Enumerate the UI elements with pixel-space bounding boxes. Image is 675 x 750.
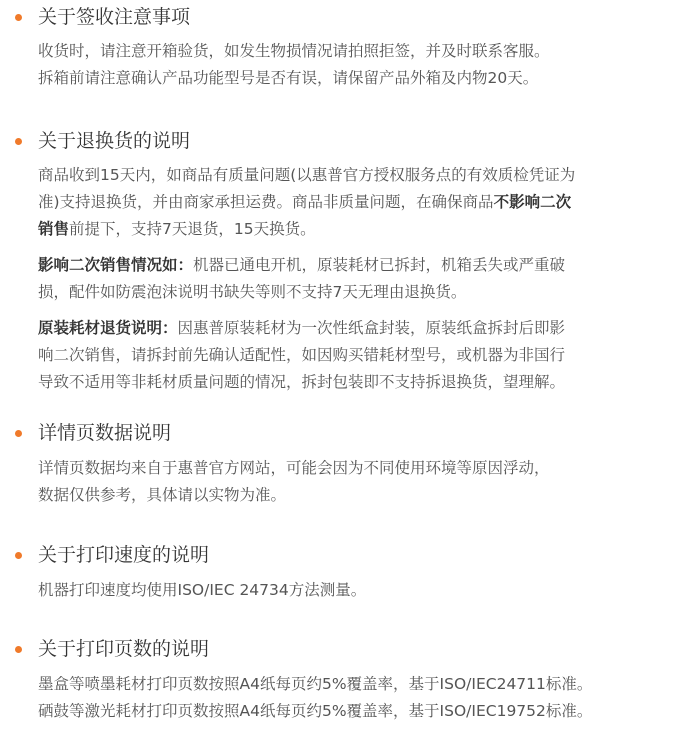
paragraph-text: 机器已通电开机，原装耗材已拆封，机箱丢失或严重破 <box>193 256 566 274</box>
section-heading <box>0 128 675 154</box>
bullet-dot-icon <box>15 552 22 559</box>
section-paragraph <box>0 38 675 92</box>
paragraph-line: 损，配件如防震泡沫说明书缺失等则不支持7天无理由退换货。 <box>38 283 467 301</box>
section-heading <box>0 542 675 568</box>
paragraph-line: 拆箱前请注意确认产品功能型号是否有误，请保留产品外箱及内物20天。 <box>38 69 539 87</box>
paragraph-label: 影响二次销售情况如： <box>38 256 194 274</box>
paragraph-text: 准)支持退换货，并由商家承担运费。商品非质量问题，在确保商品 <box>38 193 494 211</box>
consumables-return-paragraph <box>0 315 675 396</box>
bullet-dot-icon <box>15 430 22 437</box>
section-heading <box>0 4 675 30</box>
resale-impact-paragraph <box>0 252 675 306</box>
section-heading <box>0 636 675 662</box>
paragraph-line: 机器打印速度均使用ISO/IEC 24734方法测量。 <box>38 581 367 599</box>
paragraph-line: 墨盒等喷墨耗材打印页数按照A4纸每页约5%覆盖率，基于ISO/IEC24711标准。 <box>38 675 593 693</box>
paragraph-label: 原装耗材退货说明： <box>38 319 178 337</box>
paragraph-line <box>38 252 655 279</box>
section-title: 关于签收注意事项 <box>38 6 191 28</box>
section-title: 关于打印速度的说明 <box>38 544 210 566</box>
paragraph-line <box>38 189 655 216</box>
emphasis-text: 销售 <box>38 220 70 238</box>
section-paragraph <box>0 455 675 509</box>
section-return-exchange <box>0 128 675 396</box>
bullet-dot-icon <box>15 646 22 653</box>
paragraph-line: 商品收到15天内，如商品有质量问题(以惠普官方授权服务点的有效质检凭证为 <box>38 166 576 184</box>
paragraph-line: 详情页数据均来自于惠普官方网站，可能会因为不同使用环境等原因浮动， <box>38 459 550 477</box>
section-title: 关于退换货的说明 <box>38 130 191 152</box>
paragraph-line: 收货时，请注意开箱验货，如发生物损情况请拍照拒签，并及时联系客服。 <box>38 42 550 60</box>
paragraph-line: 数据仅供参考，具体请以实物为准。 <box>38 486 287 504</box>
paragraph-line: 响二次销售，请拆封前先确认适配性，如因购买错耗材型号，或机器为非国行 <box>38 346 566 364</box>
section-detail-data <box>0 420 675 509</box>
bullet-dot-icon <box>15 14 22 21</box>
paragraph-text: 因惠普原装耗材为一次性纸盒封装，原装纸盒拆封后即影 <box>177 319 566 337</box>
section-sign-receipt <box>0 4 675 92</box>
section-paragraph <box>0 577 675 604</box>
section-print-yield <box>0 636 675 725</box>
section-print-speed <box>0 542 675 604</box>
paragraph-line: 导致不适用等非耗材质量问题的情况，拆封包装即不支持拆退换货，望理解。 <box>38 373 566 391</box>
section-title: 详情页数据说明 <box>38 422 172 444</box>
section-heading <box>0 420 675 446</box>
bullet-dot-icon <box>15 138 22 145</box>
paragraph-line: 硒鼓等激光耗材打印页数按照A4纸每页约5%覆盖率，基于ISO/IEC19752标准。 <box>38 702 593 720</box>
paragraph-text: 前提下，支持7天退货，15天换货。 <box>69 220 316 238</box>
return-policy-paragraph <box>0 162 675 243</box>
emphasis-text: 不影响二次 <box>493 193 572 211</box>
section-title: 关于打印页数的说明 <box>38 638 210 660</box>
paragraph-line <box>38 216 655 243</box>
paragraph-line <box>38 315 655 342</box>
section-paragraph <box>0 671 675 725</box>
